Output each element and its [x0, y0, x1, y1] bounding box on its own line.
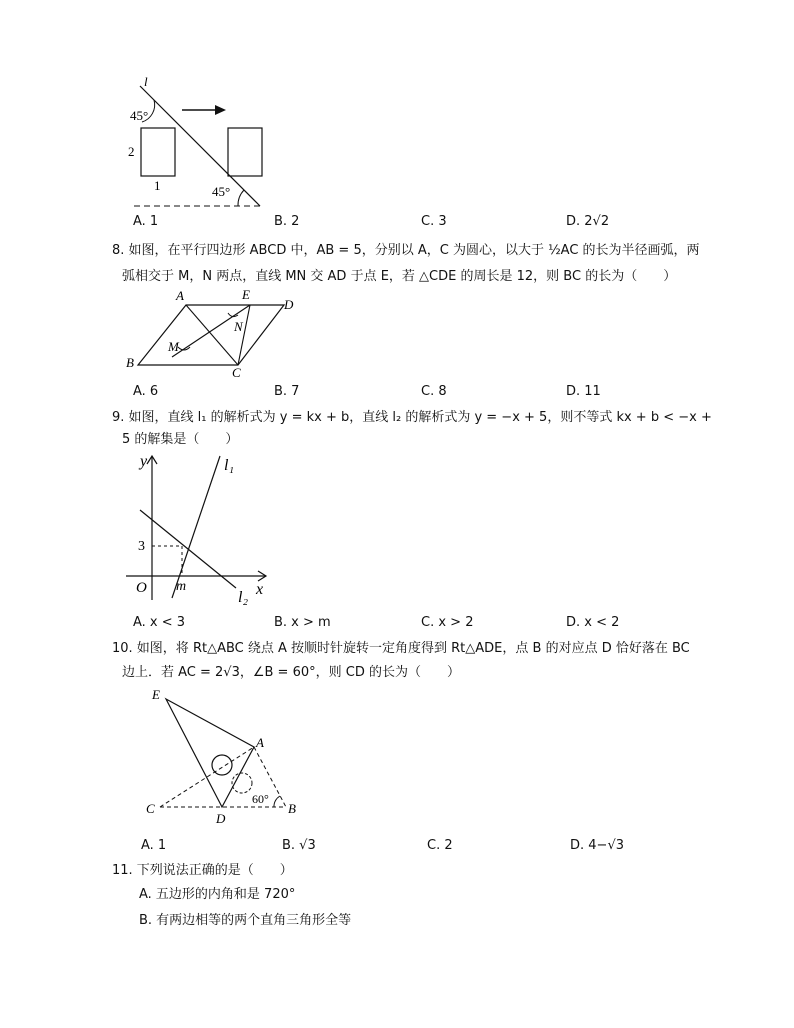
q10-label-e: E — [152, 687, 160, 702]
q7-label-45-top: 45° — [130, 108, 149, 123]
q11-stem: 11. 下列说法正确的是（ ） — [112, 863, 293, 878]
q7-rect-left — [141, 128, 175, 176]
q7-label-2: 2 — [128, 144, 135, 159]
q7-arrowhead — [215, 105, 226, 115]
q9-label-l1: l₁ — [224, 457, 235, 474]
q7-label-l: l — [144, 74, 148, 89]
q10-label-a: A — [256, 735, 264, 750]
q7-option-a[interactable]: A. 1 — [133, 214, 159, 229]
q9-label-o: O — [136, 580, 147, 596]
q10-label-c: C — [146, 801, 155, 816]
q8-label-n: N — [234, 319, 243, 334]
q9-label-3: 3 — [138, 539, 145, 554]
q9-figure — [120, 450, 280, 610]
q8-line-ce — [238, 305, 250, 365]
q8-parallelogram — [138, 305, 284, 365]
q8-label-b: B — [126, 355, 134, 370]
q7-option-b[interactable]: B. 2 — [274, 214, 300, 229]
q9-option-a[interactable]: A. x < 3 — [133, 615, 186, 630]
q9-option-c[interactable]: C. x > 2 — [421, 615, 474, 630]
q10-option-d[interactable]: D. 4−√3 — [570, 838, 624, 853]
q8-diagonal-ac — [186, 305, 238, 365]
q10-circle-solid — [212, 755, 232, 775]
q7-figure — [120, 72, 280, 210]
q11-option-a[interactable]: A. 五边形的内角和是 720° — [139, 887, 296, 902]
q8-label-c: C — [232, 365, 241, 380]
q9-stem-line1: 9. 如图，直线 l₁ 的解析式为 y = kx + b，直线 l₂ 的解析式为 y = −x + 5，则不等式 kx + b < −x + — [112, 410, 712, 425]
q7-rect-right — [228, 128, 262, 176]
q9-line-l1 — [172, 456, 220, 598]
q10-label-60: 60° — [252, 792, 269, 806]
q8-label-m: M — [168, 339, 179, 354]
q10-option-c[interactable]: C. 2 — [427, 838, 453, 853]
q8-stem-line1: 8. 如图，在平行四边形 ABCD 中，AB = 5，分别以 A，C 为圆心，以大于 ½AC 的长为半径画弧，两 — [112, 243, 700, 258]
q8-option-b[interactable]: B. 7 — [274, 384, 300, 399]
q8-option-d[interactable]: D. 11 — [566, 384, 601, 399]
q10-stem-line2: 边上．若 AC = 2√3，∠B = 60°，则 CD 的长为（ ） — [122, 665, 460, 680]
q9-stem-line2: 5 的解集是（ ） — [122, 432, 239, 447]
q8-label-d: D — [284, 297, 294, 312]
q9-option-d[interactable]: D. x < 2 — [566, 615, 620, 630]
q10-triangle-ade — [166, 699, 254, 807]
q10-label-b: B — [288, 801, 296, 816]
q9-option-b[interactable]: B. x > m — [274, 615, 331, 630]
q9-label-x: x — [256, 581, 264, 598]
q8-label-e: E — [242, 287, 250, 302]
q8-stem-line2: 弧相交于 M，N 两点，直线 MN 交 AD 于点 E，若 △CDE 的周长是 12，则 BC 的长为（ ） — [122, 269, 677, 284]
q10-option-b[interactable]: B. √3 — [282, 838, 316, 853]
q7-option-d[interactable]: D. 2√2 — [566, 214, 610, 229]
q7-option-c[interactable]: C. 3 — [421, 214, 447, 229]
q7-label-45-bottom: 45° — [212, 184, 231, 199]
q11-option-b[interactable]: B. 有两边相等的两个直角三角形全等 — [139, 913, 352, 928]
q7-angle-arc-bottom — [238, 190, 244, 206]
q10-option-a[interactable]: A. 1 — [141, 838, 167, 853]
q8-option-a[interactable]: A. 6 — [133, 384, 159, 399]
q10-figure — [140, 683, 310, 828]
q10-label-d: D — [216, 811, 226, 826]
q8-figure — [120, 285, 310, 380]
q8-label-a: A — [176, 288, 184, 303]
q10-stem-line1: 10. 如图，将 Rt△ABC 绕点 A 按顺时针旋转一定角度得到 Rt△ADE，点 B 的对应点 D 恰好落在 BC — [112, 641, 690, 656]
q7-label-1: 1 — [154, 178, 161, 193]
q9-label-m: m — [176, 579, 187, 594]
q10-angle-arc — [274, 796, 280, 807]
q8-option-c[interactable]: C. 8 — [421, 384, 447, 399]
q9-label-y: y — [140, 453, 148, 470]
q9-label-l2: l₂ — [238, 589, 249, 606]
